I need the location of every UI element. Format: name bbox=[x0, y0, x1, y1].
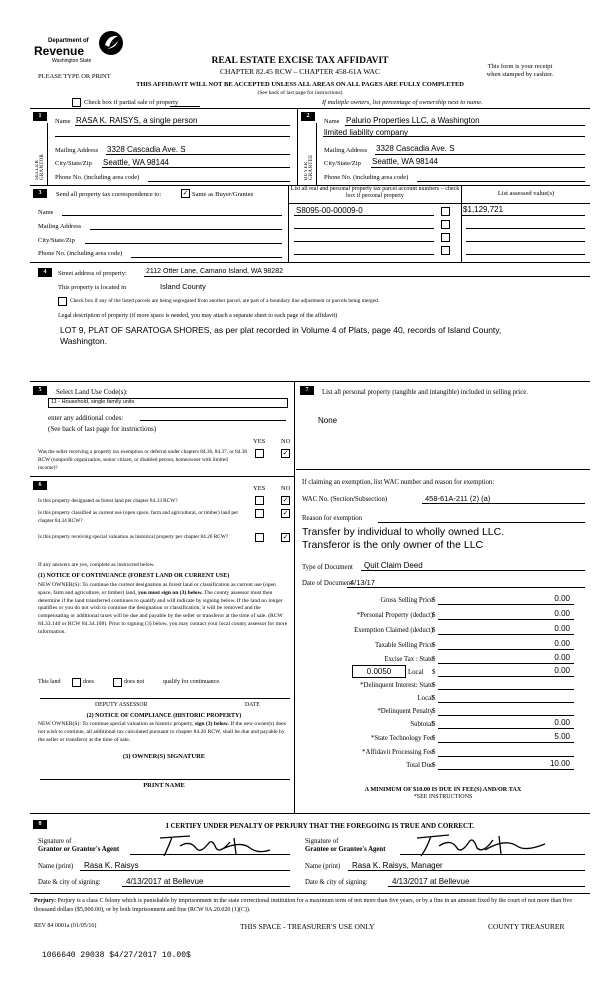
receipt-line1: This form is your receipt bbox=[487, 63, 553, 70]
forest-land-question: Is this property designated as forest land per chapter 84.33 RCW? bbox=[38, 498, 178, 504]
s6-yes-header: YES bbox=[253, 485, 266, 492]
does-not-checkbox[interactable] bbox=[113, 678, 122, 687]
s5-yes-header: YES bbox=[253, 438, 266, 445]
local-rate-value: 0.0050 bbox=[366, 667, 392, 676]
reason-label: Reason for exemption bbox=[302, 515, 363, 522]
revenue-emblem-icon bbox=[98, 30, 124, 56]
seller-name-label: Name bbox=[55, 118, 71, 125]
section-2-badge: 2 bbox=[301, 112, 315, 121]
multiple-owners-note: If multiple owners, list percentage of ownership next to name. bbox=[322, 99, 483, 106]
excise-state-label: Excise Tax : State bbox=[384, 656, 433, 663]
buyer-name-label: Name bbox=[324, 118, 340, 125]
does-not-label: does not bbox=[124, 679, 145, 685]
if-yes-note: If any answers are yes, complete as instructed below. bbox=[38, 562, 155, 568]
buyer-name-line2[interactable]: limited liability company bbox=[324, 128, 409, 137]
cashier-stamp: 1066640 29038 $4/27/2017 10.00$ bbox=[42, 951, 191, 960]
minimum-due-note: A MINIMUM OF $10.00 IS DUE IN FEE(S) AND/OR TAX bbox=[364, 786, 522, 793]
parcel-personal-checkbox-3[interactable] bbox=[441, 233, 450, 242]
section-4-badge: 4 bbox=[38, 268, 52, 277]
receipt-line2: when stamped by cashier. bbox=[486, 71, 554, 78]
delinquent-penalty-label: *Delinquent Penalty bbox=[377, 708, 433, 715]
treasurer-space: THIS SPACE - TREASURER'S USE ONLY bbox=[240, 922, 375, 931]
partial-sale-label: Check box if partial sale of property bbox=[84, 99, 179, 106]
total-due-label: Total Due bbox=[406, 762, 433, 769]
partial-sale-checkbox[interactable] bbox=[72, 98, 81, 107]
dept-line2: Revenue bbox=[34, 44, 85, 58]
segregated-checkbox[interactable] bbox=[58, 297, 67, 306]
does-label: does bbox=[83, 679, 94, 685]
grantee-signature-icon[interactable] bbox=[405, 830, 555, 860]
certify-statement: I CERTIFY UNDER PENALTY OF PERJURY THAT THE FOREGOING IS TRUE AND CORRECT. bbox=[165, 822, 474, 830]
parcel-personal-checkbox-4[interactable] bbox=[441, 246, 450, 255]
exemption-deduct-label: Exemption Claimed (deduct) bbox=[354, 627, 433, 634]
s5-no-checkbox[interactable]: ✓ bbox=[282, 449, 289, 457]
continuance-text-b: The county assessor must then determine if the land transferred continues to qualify and will indicate by signing below. If the land no longer qualifies or you do not wish to continue the designation or classification, it will be removed and the compensating or additional taxes will be due and payable by the seller or transferor at the time of sale. (RCW 84.33.140 or RCW 84.34.108). Prior to signing (3) below, you may contact your local county assessor for more information. bbox=[38, 589, 288, 635]
s5-see-back: (See back of last page for instructions) bbox=[48, 425, 157, 433]
q2-yes-checkbox[interactable] bbox=[255, 509, 264, 518]
compliance-text bbox=[38, 721, 290, 744]
reason-line1[interactable]: Transfer by individual to wholly owned LLC. bbox=[302, 526, 505, 538]
deputy-assessor-label: DEPUTY ASSESSOR bbox=[95, 702, 148, 708]
q2-no-checkbox[interactable]: ✓ bbox=[282, 509, 289, 517]
s3-phone-label: Phone No. (including area code) bbox=[38, 250, 123, 257]
section-5-badge: 5 bbox=[33, 386, 47, 395]
form-chapter: CHAPTER 82.45 RCW – CHAPTER 458-61A WAC bbox=[220, 67, 380, 76]
segregated-label: Check box if any of the listed parcels are being segregated from another parcel, are part of a boundary line adjustment or parcels being merged. bbox=[70, 298, 380, 304]
grantor-sig-label2: Grantor or Grantor's Agent bbox=[38, 846, 120, 853]
street-label: Street address of property: bbox=[58, 270, 127, 277]
tech-fee-value[interactable]: 5.00 bbox=[554, 732, 570, 741]
section-6-badge: 6 bbox=[33, 481, 47, 490]
grantor-signature-icon[interactable] bbox=[150, 832, 280, 860]
section-3-badge: 3 bbox=[33, 189, 47, 198]
q1-no-checkbox[interactable]: ✓ bbox=[282, 496, 289, 504]
see-instructions-note: *SEE INSTRUCTIONS bbox=[413, 794, 473, 800]
section-8-badge: 8 bbox=[33, 820, 47, 829]
send-correspondence-label: Send all property tax correspondence to: bbox=[56, 191, 162, 198]
s3-name-label: Name bbox=[38, 209, 54, 216]
taxable-price-value[interactable]: 0.00 bbox=[554, 639, 570, 648]
affidavit-fee-label: *Affidavit Processing Fee bbox=[362, 749, 433, 756]
wac-label: WAC No. (Section/Subsection) bbox=[302, 496, 388, 503]
deputy-date-label: DATE bbox=[245, 702, 260, 708]
does-checkbox[interactable] bbox=[72, 678, 81, 687]
gross-price-label: Gross Selling Price bbox=[380, 597, 433, 604]
local-label: Local bbox=[408, 669, 424, 676]
street-value[interactable]: 2112 Otter Lane, Camano Island, WA 98282 bbox=[146, 268, 283, 275]
perjury-text: Perjury is a class C felony which is punishable by imprisonment in the state correctional institution for a maximum term of not more than five years, or by a fine in an amount fixed by the court of not more than five thousand dollars ($5,000.00), or by both imprisonment and fine (RCW 9A.20.020 (1)(C)). bbox=[34, 898, 573, 913]
qualify-label: qualify for continuance. bbox=[163, 679, 221, 685]
seller-city-value[interactable]: Seattle, WA 98144 bbox=[103, 158, 169, 167]
reason-line2[interactable]: Transferor is the only owner of the LLC bbox=[302, 539, 484, 551]
exemption-label: If claiming an exemption, list WAC number and reason for exemption: bbox=[302, 479, 495, 486]
rev-number: REV 84 0001a (01/05/16) bbox=[34, 923, 97, 929]
personal-property-label: List all personal property (tangible and intangible) included in selling price. bbox=[322, 389, 528, 396]
land-use-select[interactable] bbox=[48, 398, 288, 408]
s5-no-header: NO bbox=[281, 438, 291, 445]
subtotal-label: Subtotal bbox=[410, 721, 433, 728]
owner-signature-label: (3) OWNER(S) SIGNATURE bbox=[122, 753, 206, 760]
county-treasurer: COUNTY TREASURER bbox=[488, 922, 565, 931]
q1-yes-checkbox[interactable] bbox=[255, 496, 264, 505]
parcel-number[interactable]: S8095-00-00009-0 bbox=[296, 206, 363, 215]
grantee-sig-label2: Grantee or Grantee's Agent bbox=[305, 846, 386, 853]
parcel-personal-checkbox-2[interactable] bbox=[441, 220, 450, 229]
personal-deduct-label: *Personal Property (deduct) bbox=[356, 612, 433, 619]
additional-codes-label: enter any additional codes: bbox=[48, 414, 124, 422]
wac-value[interactable]: 458-61A-211 (2) (a) bbox=[425, 494, 491, 503]
dept-line1: Department of bbox=[48, 38, 89, 44]
seller-side-label: SELLER GRANTOR bbox=[35, 153, 45, 180]
excise-state-value[interactable]: 0.00 bbox=[554, 653, 570, 662]
buyer-side-label: BUYER GRANTEE bbox=[304, 154, 314, 180]
continuance-text-bold: you must sign on (3) below. bbox=[138, 589, 203, 596]
buyer-phone-label: Phone No. (including area code) bbox=[324, 174, 409, 181]
historic-question: Is this property receiving special valuation as historical property per chapter 84.26 RCW? bbox=[38, 534, 229, 540]
grantor-sig-label1: Signature of bbox=[38, 838, 72, 845]
located-value[interactable]: Island County bbox=[160, 282, 206, 291]
grantee-name-label: Name (print) bbox=[305, 863, 341, 870]
current-use-question: Is this property classified as current use (open space, farm and agricultural, or timber) land per chapter 84.34 RCW? bbox=[38, 510, 239, 524]
grantor-name-value[interactable]: Rasa K. Raisys bbox=[84, 861, 139, 870]
this-land-label: This land bbox=[38, 679, 61, 685]
compliance-text-bold: sign (3) below. bbox=[194, 721, 229, 727]
land-use-label: Select Land Use Code(s): bbox=[56, 388, 128, 396]
local-rate-box[interactable] bbox=[352, 665, 406, 678]
local2-label: Local bbox=[417, 695, 433, 702]
buyer-city-label: City/State/Zip bbox=[324, 160, 361, 167]
q3-yes-checkbox[interactable] bbox=[255, 533, 264, 542]
taxable-price-label: Taxable Selling Price bbox=[374, 642, 433, 649]
continuance-text bbox=[38, 582, 290, 637]
section-1-badge: 1 bbox=[33, 112, 47, 121]
parcel-header: List all real and personal property tax parcel account numbers – check box if personal property bbox=[290, 186, 460, 199]
legal-label: Legal description of property (if more space is needed, you may attach a separate sheet to each page of the affidavit) bbox=[58, 313, 338, 319]
parcel-personal-checkbox-1[interactable] bbox=[441, 207, 450, 216]
gross-price-value[interactable]: 0.00 bbox=[554, 594, 570, 603]
same-as-buyer-checkbox[interactable]: ✓ bbox=[182, 189, 189, 197]
grantor-date-label: Date & city of signing: bbox=[38, 879, 101, 886]
compliance-text-c: If the new owner(s) does not wish to continue, all additional tax calculated pursuant to chapter 84.26 RCW, shall be due and payable by the seller or transferor at the time of sale. bbox=[38, 721, 286, 743]
perjury-bold: Perjury: bbox=[34, 898, 56, 904]
revenue-logo bbox=[30, 26, 130, 68]
legal-value[interactable]: LOT 9, PLAT OF SARATOGA SHORES, as per plat recorded in Volume 4 of Plats, page 40, records of Island County, Washington. bbox=[60, 325, 502, 346]
s3-city-label: City/State/Zip bbox=[38, 237, 75, 244]
warning-text: THIS AFFIDAVIT WILL NOT BE ACCEPTED UNLESS ALL AREAS ON ALL PAGES ARE FULLY COMPLETED bbox=[136, 81, 464, 88]
subtotal-value[interactable]: 0.00 bbox=[554, 718, 570, 727]
local-value[interactable]: 0.00 bbox=[554, 666, 570, 675]
seller-city-label: City/State/Zip bbox=[55, 160, 92, 167]
total-due-value[interactable]: 10.00 bbox=[549, 759, 570, 768]
doc-date-label: Date of Document bbox=[302, 580, 353, 587]
same-as-buyer-label: Same as Buyer/Grantee bbox=[192, 191, 254, 198]
section-7-badge: 7 bbox=[300, 386, 314, 395]
s6-no-header: NO bbox=[281, 485, 291, 492]
assessed-header: List assessed value(s) bbox=[497, 190, 555, 197]
personal-property-value[interactable]: None bbox=[318, 416, 338, 425]
personal-deduct-value[interactable]: 0.00 bbox=[554, 609, 570, 618]
perjury-notice bbox=[34, 897, 586, 915]
grantee-sig-label1: Signature of bbox=[305, 838, 339, 845]
q3-no-checkbox[interactable]: ✓ bbox=[282, 533, 289, 541]
located-label: This property is located in bbox=[58, 284, 127, 291]
continuance-text-a: NEW OWNER(S): To continue the current designation as forest land or classification as current use (open space, farm and agriculture, or timber) land, bbox=[38, 582, 276, 596]
continuance-title: (1) NOTICE OF CONTINUANCE (FOREST LAND OR CURRENT USE) bbox=[38, 573, 230, 579]
doc-type-label: Type of Document bbox=[302, 564, 353, 571]
buyer-mailing-label: Mailing Address bbox=[324, 147, 368, 154]
print-name-label: PRINT NAME bbox=[143, 782, 185, 789]
grantee-name-value[interactable]: Rasa K. Raisys, Manager bbox=[352, 861, 443, 870]
s3-mailing-label: Mailing Address bbox=[38, 223, 82, 230]
please-type: PLEASE TYPE OR PRINT bbox=[38, 73, 111, 80]
grantor-name-label: Name (print) bbox=[38, 863, 74, 870]
exemption-deduct-value[interactable]: 0.00 bbox=[554, 624, 570, 633]
seller-mailing-label: Mailing Address bbox=[55, 147, 99, 154]
form-title: REAL ESTATE EXCISE TAX AFFIDAVIT bbox=[211, 56, 389, 66]
seller-phone-label: Phone No. (including area code) bbox=[55, 174, 140, 181]
seller-mailing-value[interactable]: 3328 Cascadia Ave. S bbox=[107, 145, 186, 154]
exemption-question: Was the seller receiving a property tax exemption or deferral under chapters 84.36, 84.37, or 84.38 RCW (nonprofit organization, senior citizen, or disabled person, homeowner with limited income)? bbox=[38, 449, 248, 471]
grantor-date-value[interactable]: 4/13/2017 at Bellevue bbox=[126, 877, 204, 886]
seller-name-value[interactable]: RASA K. RAISYS, a single person bbox=[76, 116, 198, 125]
buyer-city-value[interactable]: Seattle, WA 98144 bbox=[372, 157, 438, 166]
compliance-text-a: NEW OWNER(S): To continue special valuation as historic property, bbox=[38, 721, 194, 727]
grantee-date-label: Date & city of signing: bbox=[305, 879, 368, 886]
assessed-value[interactable]: $1,129,721 bbox=[463, 205, 504, 214]
buyer-name-line1[interactable]: Palurio Properties LLC, a Washington bbox=[346, 116, 480, 125]
doc-date-value[interactable]: 4/13/17 bbox=[350, 578, 376, 587]
compliance-title: (2) NOTICE OF COMPLIANCE (HISTORIC PROPERTY) bbox=[86, 713, 242, 719]
see-back-instructions: (See back of last page for instructions) bbox=[257, 90, 343, 96]
s5-yes-checkbox[interactable] bbox=[255, 449, 264, 458]
delinquent-interest-label: *Delinquent Interest: State bbox=[360, 682, 433, 689]
tech-fee-label: *State Technology Fee bbox=[370, 735, 433, 742]
land-use-value: 11 - Household, single family units bbox=[51, 399, 135, 405]
grantee-date-value[interactable]: 4/13/2017 at Bellevue bbox=[392, 877, 470, 886]
doc-type-value[interactable]: Quit Claim Deed bbox=[364, 561, 423, 570]
buyer-mailing-value[interactable]: 3328 Cascadia Ave. S bbox=[376, 144, 455, 153]
dept-line3: Washington State bbox=[52, 58, 92, 64]
